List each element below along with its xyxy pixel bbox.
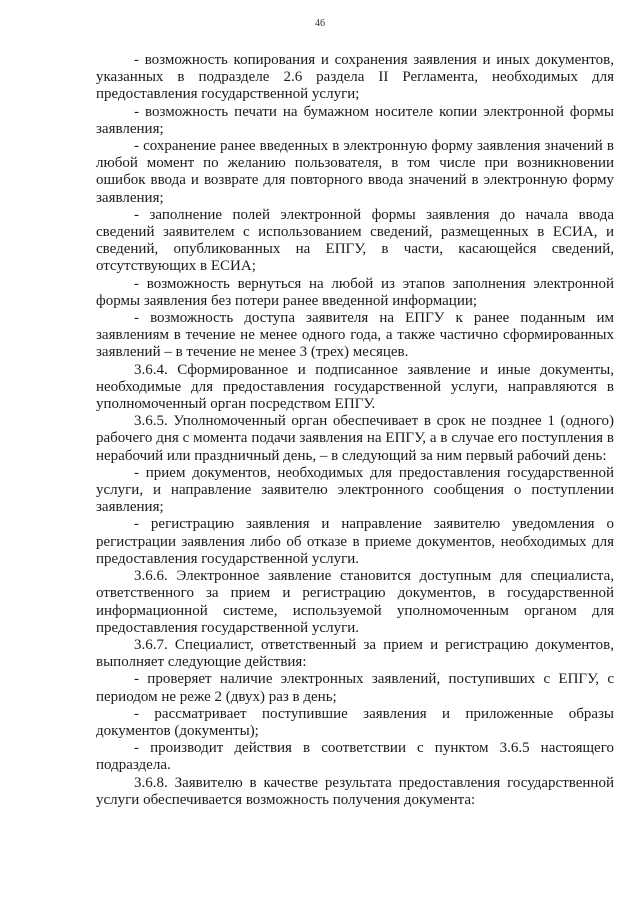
paragraph: - регистрацию заявления и направление заявителю уведомления о регистрации заявления либо об отказе в приеме документов, необходимых для предоставления государственной услуги. [96, 516, 614, 567]
paragraph: - возможность доступа заявителя на ЕПГУ к ранее поданным им заявлениям в течение не менее одного года, а также частично сформированных заявлений – в течение не менее 3 (трех) месяцев. [96, 310, 614, 361]
paragraph: - рассматривает поступившие заявления и приложенные образы документов (документы); [96, 705, 614, 739]
paragraph: 3.6.8. Заявителю в качестве результата предоставления государственной услуги обеспечивается возможность получения документа: [96, 774, 614, 808]
paragraph: - прием документов, необходимых для предоставления государственной услуги, и направление заявителю электронного сообщения о поступлении заявления; [96, 464, 614, 516]
paragraph: 3.6.4. Сформированное и подписанное заявление и иные документы, необходимые для предоставления государственной услуги, направляются в уполномоченный орган посредством ЕПГУ. [96, 361, 614, 413]
paragraph: 3.6.6. Электронное заявление становится доступным для специалиста, ответственного за прием и регистрацию документов, в государственной информационной системе, используемой уполномоченным органом для предоставления государственной услуги. [96, 568, 614, 636]
paragraph: - сохранение ранее введенных в электронную форму заявления значений в любой момент по желанию пользователя, в том числе при возникновении ошибок ввода и возврате для повторного ввода значений в электронную форму заявления; [96, 138, 614, 206]
paragraph: - возможность вернуться на любой из этапов заполнения электронной формы заявления без потери ранее введенной информации; [96, 275, 614, 309]
page-number: 46 [315, 18, 325, 29]
document-body [96, 52, 614, 809]
paragraph: - заполнение полей электронной формы заявления до начала ввода сведений заявителем с использованием сведений, размещенных в ЕСИА, и сведений, опубликованных на ЕПГУ, в части, касающейся сведений, отсутствующих в ЕСИА; [96, 206, 614, 275]
paragraph: - возможность печати на бумажном носителе копии электронной формы заявления; [96, 103, 614, 137]
paragraph: - производит действия в соответствии с пунктом 3.6.5 настоящего подраздела. [96, 740, 614, 774]
paragraph: - проверяет наличие электронных заявлений, поступивших с ЕПГУ, с периодом не реже 2 (двух) раз в день; [96, 671, 614, 705]
paragraph: 3.6.5. Уполномоченный орган обеспечивает в срок не позднее 1 (одного) рабочего дня с момента подачи заявления на ЕПГУ, а в случае его поступления в нерабочий или праздничный день, – в следующий за ним первый рабочий день: [96, 413, 614, 464]
paragraph: - возможность копирования и сохранения заявления и иных документов, указанных в подразделе 2.6 раздела II Регламента, необходимых для предоставления государственной услуги; [96, 52, 614, 103]
paragraph: 3.6.7. Специалист, ответственный за прием и регистрацию документов, выполняет следующие действия: [96, 636, 614, 671]
